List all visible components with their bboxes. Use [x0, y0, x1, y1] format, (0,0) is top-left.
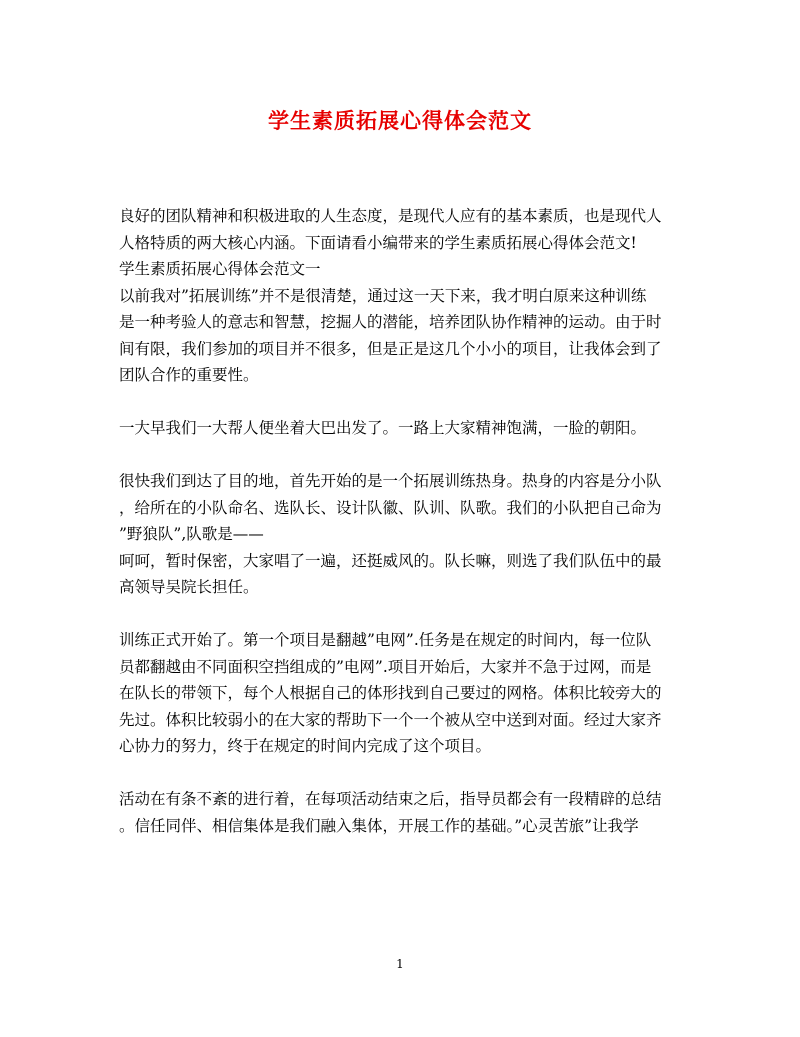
page-number: 1	[396, 957, 404, 971]
text-line: 活动在有条不紊的进行着，在每项活动结束之后，指导员都会有一段精辟的总结	[119, 790, 662, 808]
text-line: 在队长的带领下，每个人根据自己的体形找到自己要过的网格。体积比较旁大的	[119, 684, 662, 702]
text-line: ”野狼队”,队歌是——	[119, 525, 264, 543]
text-line: 一大早我们一大帮人便坐着大巴出发了。一路上大家精神饱满，一脸的朝阳。	[119, 419, 647, 437]
document-body	[119, 203, 681, 839]
text-line: 以前我对”拓展训练”并不是很清楚，通过这一天下来，我才明白原来这种训练	[119, 286, 647, 305]
text-line: 人格特质的两大核心内涵。下面请看小编带来的学生素质拓展心得体会范文!	[119, 233, 637, 252]
text-line: 训练正式开始了。第一个项目是翻越”电网”.任务是在规定的时间内，每一位队	[119, 631, 652, 649]
paragraph-gap	[119, 601, 681, 628]
text-line: 是一种考验人的意志和智慧，挖掘人的潜能，培养团队协作精神的运动。由于时	[119, 313, 662, 331]
text-line: 高领导吴院长担任。	[119, 578, 259, 596]
text-line: 心协力的努力，终于在规定的时间内完成了这个项目。	[119, 737, 492, 755]
paragraph-gap	[119, 389, 681, 416]
paragraph-gap	[119, 442, 681, 469]
text-line: 良好的团队精神和积极进取的人生态度，是现代人应有的基本素质，也是现代人	[119, 207, 662, 225]
text-line: 员都翻越由不同面积空挡组成的”电网”.项目开始后，大家并不急于过网，而是	[119, 657, 652, 676]
text-line: 很快我们到达了目的地，首先开始的是一个拓展训练热身。热身的内容是分小队	[119, 472, 662, 490]
text-line: 团队合作的重要性。	[119, 366, 259, 384]
text-line: 间有限，我们参加的项目并不很多，但是正是这几个小小的项目，让我体会到了	[119, 339, 662, 358]
text-line: 先过。体积比较弱小的在大家的帮助下一个一个被从空中送到对面。经过大家齐	[119, 710, 662, 729]
text-line: 呵呵，暂时保密，大家唱了一遍，还挺威风的。队长嘛，则选了我们队伍中的最	[119, 551, 662, 570]
text-line: ，给所在的小队命名、选队长、设计队徽、队训、队歌。我们的小队把自己命为	[119, 498, 662, 517]
text-line: 。信任同伴、相信集体是我们融入集体，开展工作的基础。”心灵苦旅”让我学	[119, 816, 639, 835]
text-line: 学生素质拓展心得体会范文一	[119, 260, 321, 278]
document-title: 学生素质拓展心得体会范文	[268, 108, 532, 133]
paragraph-gap	[119, 760, 681, 787]
